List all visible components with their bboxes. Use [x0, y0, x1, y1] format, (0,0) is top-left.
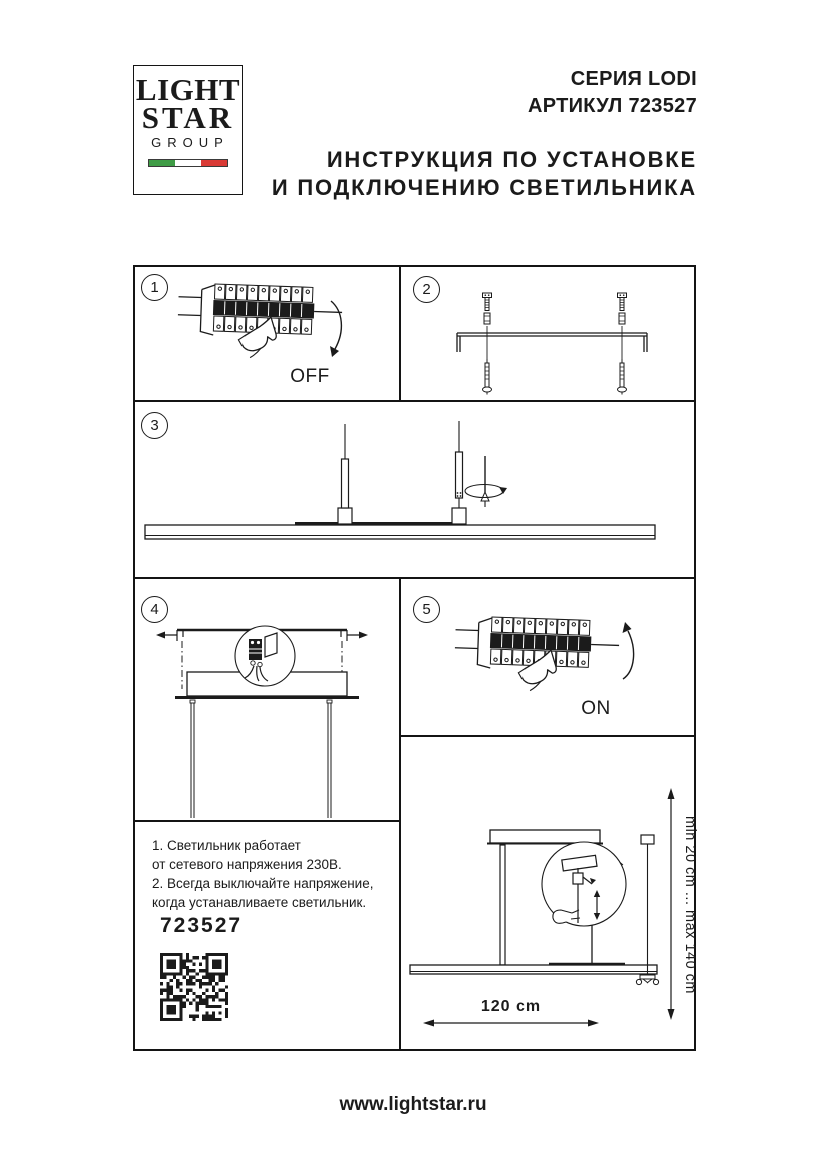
- logo-word-group: GROUP: [151, 135, 229, 150]
- notes-panel: [135, 822, 399, 1049]
- step-number: 1: [141, 274, 168, 301]
- width-dimension-label: 120 cm: [480, 998, 542, 1015]
- step-3-panel: [135, 402, 694, 577]
- step-number: 2: [413, 276, 440, 303]
- italian-flag-icon: [148, 159, 228, 167]
- on-label: ON: [581, 698, 611, 719]
- dimensions-panel: [401, 737, 698, 1049]
- breaker-off-illustration: [135, 267, 399, 400]
- canopy-mounting-illustration: [135, 579, 399, 820]
- logo-word-light: LIGHT: [135, 72, 241, 107]
- step-number: 3: [141, 412, 168, 439]
- article-number: 723527: [160, 914, 243, 937]
- title-line-2: И ПОДКЛЮЧЕНИЮ СВЕТИЛЬНИКА: [271, 175, 697, 200]
- series-label: СЕРИЯ LODI: [570, 68, 697, 90]
- step-number: 5: [413, 596, 440, 623]
- note-line: 2. Всегда выключайте напряжение,: [152, 876, 374, 891]
- website-link: www.lightstar.ru: [339, 1094, 487, 1115]
- flag-white: [175, 160, 201, 166]
- logo-word-star: STAR: [141, 100, 235, 135]
- note-line: когда устанавливаете светильник.: [152, 895, 367, 910]
- mounting-bracket-illustration: [401, 267, 694, 400]
- breaker-on-illustration: [401, 579, 694, 735]
- step-number: 4: [141, 596, 168, 623]
- height-dimension-label: min 20 cm ... max 140 cm: [682, 816, 698, 994]
- step-1-panel: [135, 267, 399, 400]
- step-5-panel: [401, 579, 694, 735]
- header: [272, 66, 697, 202]
- fixture-assembly-illustration: [135, 402, 694, 577]
- step-2-panel: [401, 267, 694, 400]
- note-line: от сетевого напряжения 230В.: [152, 857, 342, 872]
- title-line-1: ИНСТРУКЦИЯ ПО УСТАНОВКЕ: [326, 147, 697, 172]
- safety-notes: [152, 836, 373, 912]
- steps-grid: [133, 265, 696, 1051]
- flag-green: [149, 160, 175, 166]
- step-4-panel: [135, 579, 399, 820]
- page-title: [272, 146, 697, 202]
- lightstar-logo: [133, 65, 243, 195]
- article-label: АРТИКУЛ 723527: [527, 95, 697, 117]
- flag-red: [201, 160, 227, 166]
- off-label: OFF: [290, 366, 330, 387]
- note-line: 1. Светильник работает: [152, 838, 301, 853]
- qr-code: [160, 953, 228, 1021]
